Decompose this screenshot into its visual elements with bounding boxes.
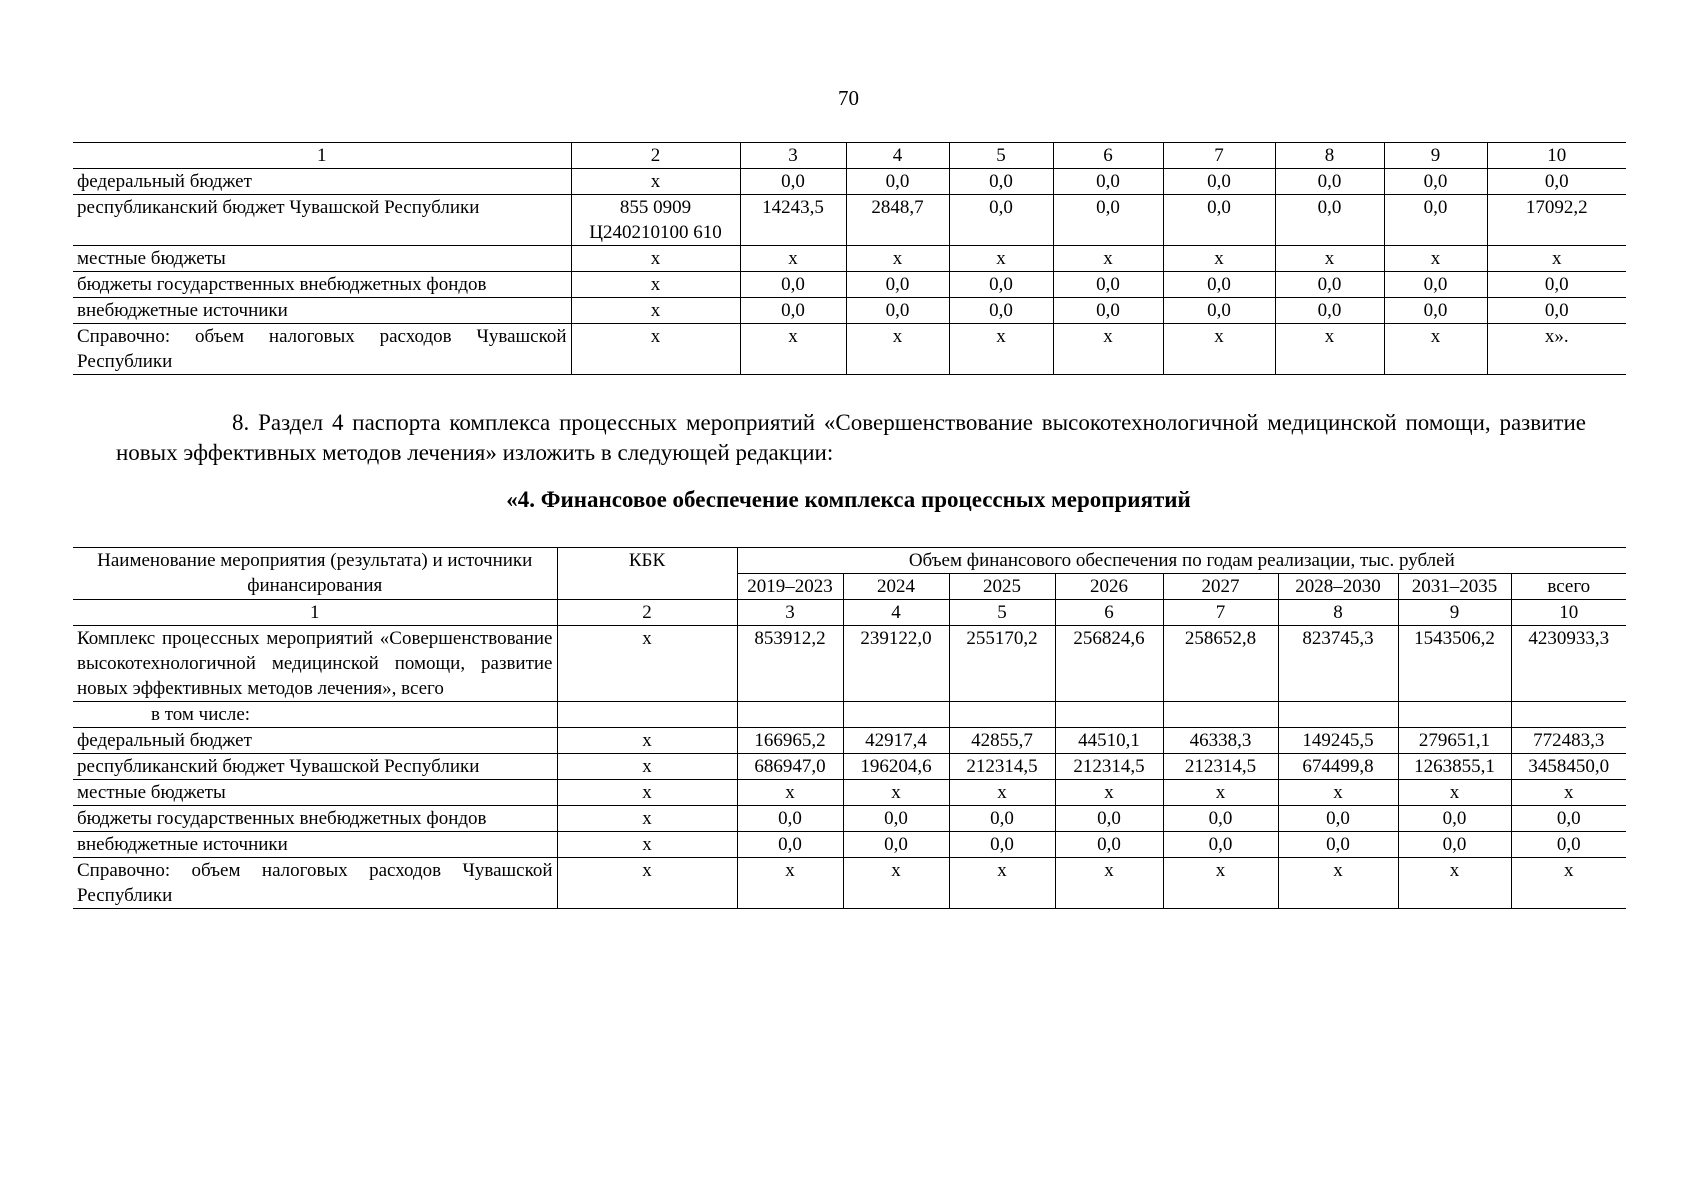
year-header: 2028–2030 — [1278, 574, 1398, 600]
value-cell: х — [737, 858, 843, 909]
column-number: 1 — [73, 600, 557, 626]
value-cell: х — [1275, 246, 1384, 272]
value-cell: 279651,1 — [1398, 728, 1511, 754]
table-row — [73, 832, 1626, 858]
column-number-row — [73, 143, 1626, 169]
value-cell: 0,0 — [1384, 195, 1487, 246]
row-label: местные бюджеты — [73, 246, 571, 272]
header-kbk: КБК — [557, 548, 737, 600]
value-cell: 0,0 — [846, 298, 949, 324]
value-cell — [1163, 702, 1278, 728]
table-row — [73, 272, 1626, 298]
table-row — [73, 780, 1626, 806]
kbk-cell: х — [557, 754, 737, 780]
year-header: 2031–2035 — [1398, 574, 1511, 600]
value-cell: 0,0 — [1398, 832, 1511, 858]
row-label: федеральный бюджет — [73, 728, 557, 754]
value-cell: 0,0 — [1163, 298, 1275, 324]
value-cell: 44510,1 — [1055, 728, 1163, 754]
column-number: 7 — [1163, 600, 1278, 626]
value-cell: 0,0 — [1163, 169, 1275, 195]
row-label: Справочно: объем налоговых расходов Чувашской Республики — [73, 324, 571, 375]
value-cell — [843, 702, 949, 728]
column-number: 5 — [949, 143, 1053, 169]
row-label: Справочно: объем налоговых расходов Чувашской Республики — [73, 858, 557, 909]
table-row — [73, 858, 1626, 909]
value-cell: х — [949, 324, 1053, 375]
column-number: 10 — [1487, 143, 1626, 169]
kbk-cell: х — [557, 832, 737, 858]
value-cell: 2848,7 — [846, 195, 949, 246]
value-cell: 0,0 — [1275, 169, 1384, 195]
column-number: 7 — [1163, 143, 1275, 169]
column-number: 9 — [1398, 600, 1511, 626]
value-cell: х — [1275, 324, 1384, 375]
value-cell: х — [1163, 858, 1278, 909]
row-label: местные бюджеты — [73, 780, 557, 806]
value-cell: 212314,5 — [949, 754, 1055, 780]
value-cell: 0,0 — [737, 832, 843, 858]
row-label: внебюджетные источники — [73, 298, 571, 324]
value-cell: 0,0 — [846, 169, 949, 195]
value-cell: 686947,0 — [737, 754, 843, 780]
column-number: 4 — [843, 600, 949, 626]
value-cell: х — [1384, 324, 1487, 375]
value-cell: 14243,5 — [740, 195, 846, 246]
value-cell: 0,0 — [740, 169, 846, 195]
year-header: всего — [1511, 574, 1626, 600]
kbk-cell: 855 0909 Ц240210100 610 — [571, 195, 740, 246]
column-number: 5 — [949, 600, 1055, 626]
column-number: 4 — [846, 143, 949, 169]
header-volume: Объем финансового обеспечения по годам реализации, тыс. рублей — [737, 548, 1626, 574]
value-cell: 17092,2 — [1487, 195, 1626, 246]
column-number: 2 — [571, 143, 740, 169]
kbk-cell — [557, 702, 737, 728]
value-cell: 0,0 — [949, 169, 1053, 195]
value-cell: 0,0 — [1275, 195, 1384, 246]
value-cell: х». — [1487, 324, 1626, 375]
kbk-cell: х — [571, 324, 740, 375]
amendment-paragraph: 8. Раздел 4 паспорта комплекса процессных мероприятий «Совершенствование высокотехнологичной медицинской помощи, развитие новых эффективных методов лечения» изложить в следующей редакции: — [116, 410, 1586, 465]
column-number: 9 — [1384, 143, 1487, 169]
value-cell: х — [740, 246, 846, 272]
funding-table — [73, 547, 1626, 909]
value-cell: х — [1278, 858, 1398, 909]
value-cell: х — [737, 780, 843, 806]
value-cell — [1278, 702, 1398, 728]
value-cell: 256824,6 — [1055, 626, 1163, 702]
value-cell: х — [1055, 780, 1163, 806]
kbk-cell: х — [557, 806, 737, 832]
column-number-row — [73, 600, 1626, 626]
value-cell: 853912,2 — [737, 626, 843, 702]
row-label: республиканский бюджет Чувашской Республики — [73, 754, 557, 780]
column-number: 10 — [1511, 600, 1626, 626]
value-cell: х — [1511, 858, 1626, 909]
value-cell: 0,0 — [1053, 169, 1163, 195]
value-cell: 0,0 — [1384, 272, 1487, 298]
table-row — [73, 626, 1626, 702]
value-cell: 0,0 — [737, 806, 843, 832]
value-cell: 0,0 — [1055, 832, 1163, 858]
value-cell: 0,0 — [1384, 298, 1487, 324]
value-cell: 0,0 — [949, 832, 1055, 858]
kbk-cell: х — [571, 169, 740, 195]
value-cell: 0,0 — [949, 195, 1053, 246]
kbk-cell: х — [571, 246, 740, 272]
value-cell: 823745,3 — [1278, 626, 1398, 702]
value-cell: 1263855,1 — [1398, 754, 1511, 780]
kbk-cell: х — [557, 780, 737, 806]
value-cell: х — [1053, 324, 1163, 375]
value-cell: 0,0 — [843, 832, 949, 858]
value-cell: 0,0 — [1511, 832, 1626, 858]
value-cell: 0,0 — [846, 272, 949, 298]
value-cell: х — [949, 780, 1055, 806]
value-cell: 0,0 — [1163, 806, 1278, 832]
value-cell — [949, 702, 1055, 728]
value-cell: 0,0 — [1053, 272, 1163, 298]
column-number: 6 — [1055, 600, 1163, 626]
value-cell: х — [949, 246, 1053, 272]
value-cell: 166965,2 — [737, 728, 843, 754]
value-cell — [737, 702, 843, 728]
kbk-cell: х — [557, 728, 737, 754]
table-row — [73, 702, 1626, 728]
year-header: 2019–2023 — [737, 574, 843, 600]
value-cell: 0,0 — [1398, 806, 1511, 832]
value-cell: х — [1511, 780, 1626, 806]
value-cell: 674499,8 — [1278, 754, 1398, 780]
kbk-cell: х — [557, 626, 737, 702]
value-cell: 4230933,3 — [1511, 626, 1626, 702]
value-cell: 0,0 — [740, 272, 846, 298]
value-cell — [1511, 702, 1626, 728]
column-number: 8 — [1278, 600, 1398, 626]
table-row — [73, 728, 1626, 754]
value-cell: 0,0 — [1163, 195, 1275, 246]
row-label: бюджеты государственных внебюджетных фондов — [73, 806, 557, 832]
value-cell: 42917,4 — [843, 728, 949, 754]
value-cell: х — [843, 780, 949, 806]
column-number: 6 — [1053, 143, 1163, 169]
kbk-cell: х — [571, 298, 740, 324]
value-cell: 0,0 — [949, 272, 1053, 298]
table-row — [73, 806, 1626, 832]
table-row — [73, 246, 1626, 272]
year-header: 2027 — [1163, 574, 1278, 600]
header-row-top — [73, 548, 1626, 574]
value-cell: 772483,3 — [1511, 728, 1626, 754]
row-label: в том числе: — [73, 702, 557, 728]
value-cell: 258652,8 — [1163, 626, 1278, 702]
row-label: Комплекс процессных мероприятий «Совершенствование высокотехнологичной медицинской помощи, развитие новых эффективных методов лечения», всего — [73, 626, 557, 702]
table-row — [73, 324, 1626, 375]
value-cell: 0,0 — [949, 806, 1055, 832]
value-cell: х — [843, 858, 949, 909]
value-cell: 0,0 — [1275, 298, 1384, 324]
value-cell: 0,0 — [1487, 298, 1626, 324]
value-cell: 3458450,0 — [1511, 754, 1626, 780]
column-number: 8 — [1275, 143, 1384, 169]
value-cell: 0,0 — [1053, 298, 1163, 324]
value-cell: х — [846, 246, 949, 272]
value-cell: х — [949, 858, 1055, 909]
table-row — [73, 169, 1626, 195]
funding-table-continued — [73, 142, 1626, 375]
value-cell: 212314,5 — [1055, 754, 1163, 780]
column-number: 2 — [557, 600, 737, 626]
value-cell: х — [1278, 780, 1398, 806]
value-cell: 0,0 — [1163, 272, 1275, 298]
row-label: федеральный бюджет — [73, 169, 571, 195]
value-cell: 212314,5 — [1163, 754, 1278, 780]
value-cell: х — [1163, 324, 1275, 375]
value-cell: 255170,2 — [949, 626, 1055, 702]
value-cell: 239122,0 — [843, 626, 949, 702]
column-number: 1 — [73, 143, 571, 169]
value-cell: 0,0 — [1278, 832, 1398, 858]
year-header: 2025 — [949, 574, 1055, 600]
row-label: внебюджетные источники — [73, 832, 557, 858]
table-row — [73, 195, 1626, 246]
value-cell: 0,0 — [1384, 169, 1487, 195]
value-cell: 0,0 — [1275, 272, 1384, 298]
value-cell: х — [1398, 780, 1511, 806]
value-cell: 196204,6 — [843, 754, 949, 780]
value-cell: 0,0 — [843, 806, 949, 832]
value-cell: х — [1055, 858, 1163, 909]
section-heading: «4. Финансовое обеспечение комплекса процессных мероприятий — [506, 487, 1191, 512]
column-number: 3 — [737, 600, 843, 626]
row-label: бюджеты государственных внебюджетных фондов — [73, 272, 571, 298]
value-cell: 0,0 — [1055, 806, 1163, 832]
value-cell — [1055, 702, 1163, 728]
value-cell: 0,0 — [740, 298, 846, 324]
value-cell: 149245,5 — [1278, 728, 1398, 754]
value-cell: х — [1163, 780, 1278, 806]
value-cell: 0,0 — [1053, 195, 1163, 246]
year-header: 2026 — [1055, 574, 1163, 600]
value-cell: 0,0 — [1278, 806, 1398, 832]
header-name: Наименование мероприятия (результата) и источники финансирования — [73, 548, 557, 600]
value-cell: 0,0 — [1487, 272, 1626, 298]
value-cell: х — [1163, 246, 1275, 272]
page-number: 70 — [838, 86, 859, 110]
value-cell: 0,0 — [1511, 806, 1626, 832]
kbk-cell: х — [557, 858, 737, 909]
kbk-cell: х — [571, 272, 740, 298]
value-cell: 0,0 — [1487, 169, 1626, 195]
table-row — [73, 754, 1626, 780]
table-row — [73, 298, 1626, 324]
value-cell: х — [846, 324, 949, 375]
value-cell: 46338,3 — [1163, 728, 1278, 754]
row-label: республиканский бюджет Чувашской Республики — [73, 195, 571, 246]
value-cell: х — [740, 324, 846, 375]
year-header: 2024 — [843, 574, 949, 600]
value-cell: х — [1398, 858, 1511, 909]
value-cell: х — [1053, 246, 1163, 272]
value-cell: 0,0 — [949, 298, 1053, 324]
value-cell: х — [1384, 246, 1487, 272]
value-cell: 42855,7 — [949, 728, 1055, 754]
column-number: 3 — [740, 143, 846, 169]
value-cell: 1543506,2 — [1398, 626, 1511, 702]
value-cell: 0,0 — [1163, 832, 1278, 858]
value-cell: х — [1487, 246, 1626, 272]
value-cell — [1398, 702, 1511, 728]
